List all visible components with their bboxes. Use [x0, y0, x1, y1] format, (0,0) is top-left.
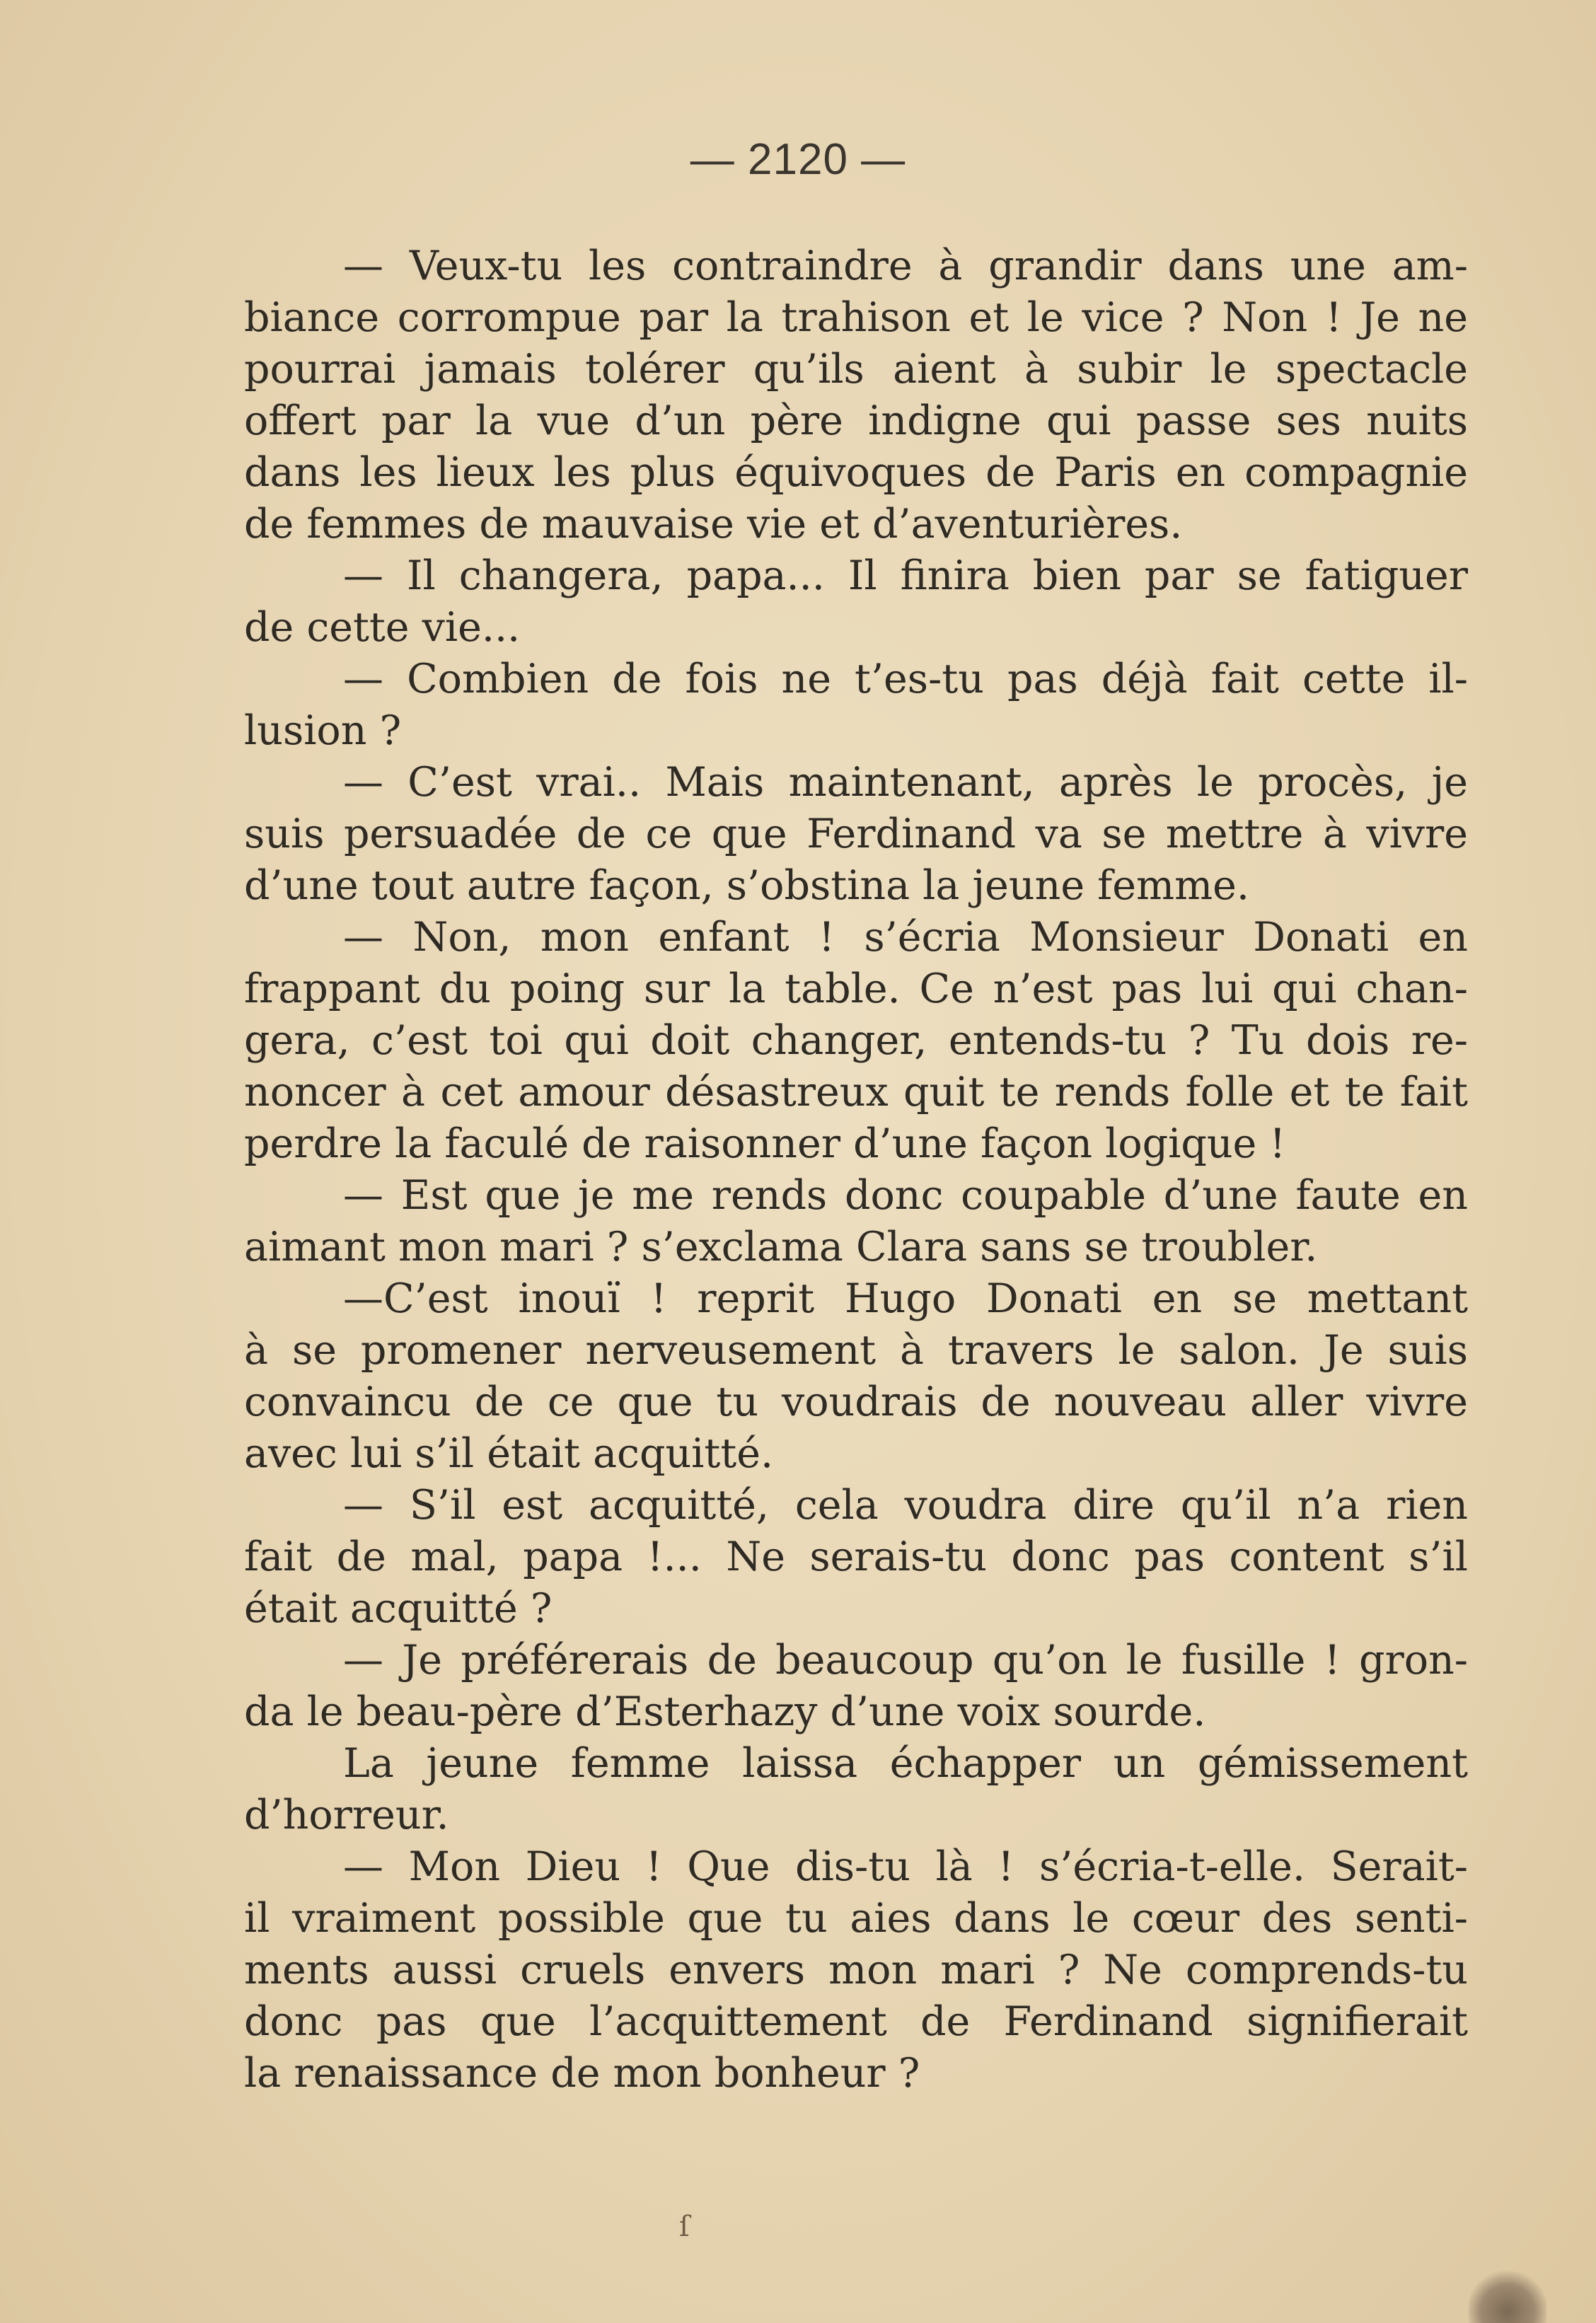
- text-line: la renaissance de mon bonheur ?: [244, 2050, 920, 2097]
- text-line: gera, c’est toi qui doit changer, entends-tu ? Tu dois re-: [244, 1017, 1468, 1064]
- text-line: — Non, mon enfant ! s’écria Monsieur Donati en: [343, 914, 1468, 961]
- text-line: pourrai jamais tolérer qu’ils aient à subir le spectacle: [244, 346, 1468, 393]
- text-line: perdre la faculé de raisonner d’une façon logique !: [244, 1120, 1286, 1167]
- text-line: de femmes de mauvaise vie et d’aventurières.: [244, 501, 1183, 548]
- text-line: il vraiment possible que tu aies dans le cœur des senti-: [244, 1895, 1468, 1942]
- text-line: était acquitté ?: [244, 1585, 553, 1632]
- text-line: — C’est vrai.. Mais maintenant, après le procès, je: [343, 759, 1468, 806]
- text-line: donc pas que l’acquittement de Ferdinand signifierait: [244, 1998, 1468, 2045]
- text-line: — Combien de fois ne t’es-tu pas déjà fait cette il-: [343, 656, 1468, 702]
- text-line: ments aussi cruels envers mon mari ? Ne comprends-tu: [244, 1947, 1468, 1993]
- printer-mark: ſ: [679, 2211, 690, 2243]
- text-line: La jeune femme laissa échapper un gémissement: [343, 1740, 1468, 1787]
- text-line: d’horreur.: [244, 1792, 449, 1838]
- text-line: dans les lieux les plus équivoques de Paris en compagnie: [244, 449, 1468, 496]
- text-line: de cette vie...: [244, 604, 521, 651]
- text-line: lusion ?: [244, 707, 402, 754]
- text-line: d’une tout autre façon, s’obstina la jeune femme.: [244, 862, 1249, 909]
- text-line: aimant mon mari ? s’exclama Clara sans se troubler.: [244, 1224, 1318, 1270]
- text-line: — S’il est acquitté, cela voudra dire qu’il n’a rien: [343, 1482, 1468, 1529]
- text-line: — Veux-tu les contraindre à grandir dans une am-: [343, 243, 1468, 289]
- text-line: biance corrompue par la trahison et le vice ? Non ! Je ne: [244, 294, 1468, 341]
- text-line: noncer à cet amour désastreux quit te rends folle et te fait: [244, 1069, 1468, 1116]
- text-line: — Mon Dieu ! Que dis-tu là ! s’écria-t-elle. Serait-: [343, 1843, 1468, 1890]
- text-line: —C’est inouï ! reprit Hugo Donati en se mettant: [343, 1275, 1468, 1322]
- text-line: frappant du poing sur la table. Ce n’est pas lui qui chan-: [244, 966, 1468, 1012]
- text-line: offert par la vue d’un père indigne qui passe ses nuits: [244, 398, 1468, 444]
- text-line: avec lui s’il était acquitté.: [244, 1430, 774, 1477]
- body-text: [244, 241, 1468, 2099]
- text-line: — Est que je me rends donc coupable d’une faute en: [343, 1172, 1468, 1219]
- text-line: à se promener nerveusement à travers le salon. Je suis: [244, 1327, 1468, 1374]
- corner-stain: [1469, 2266, 1546, 2323]
- text-line: convaincu de ce que tu voudrais de nouveau aller vivre: [244, 1379, 1468, 1425]
- text-line: suis persuadée de ce que Ferdinand va se mettre à vivre: [244, 811, 1468, 857]
- text-line: — Je préférerais de beaucoup qu’on le fusille ! gron-: [343, 1637, 1468, 1684]
- text-line: da le beau-père d’Esterhazy d’une voix sourde.: [244, 1688, 1206, 1735]
- text-line: fait de mal, papa !... Ne serais-tu donc pas content s’il: [244, 1534, 1468, 1580]
- text-line: — Il changera, papa... Il finira bien par se fatiguer: [343, 552, 1468, 599]
- page-number-header: — 2120 —: [690, 135, 906, 184]
